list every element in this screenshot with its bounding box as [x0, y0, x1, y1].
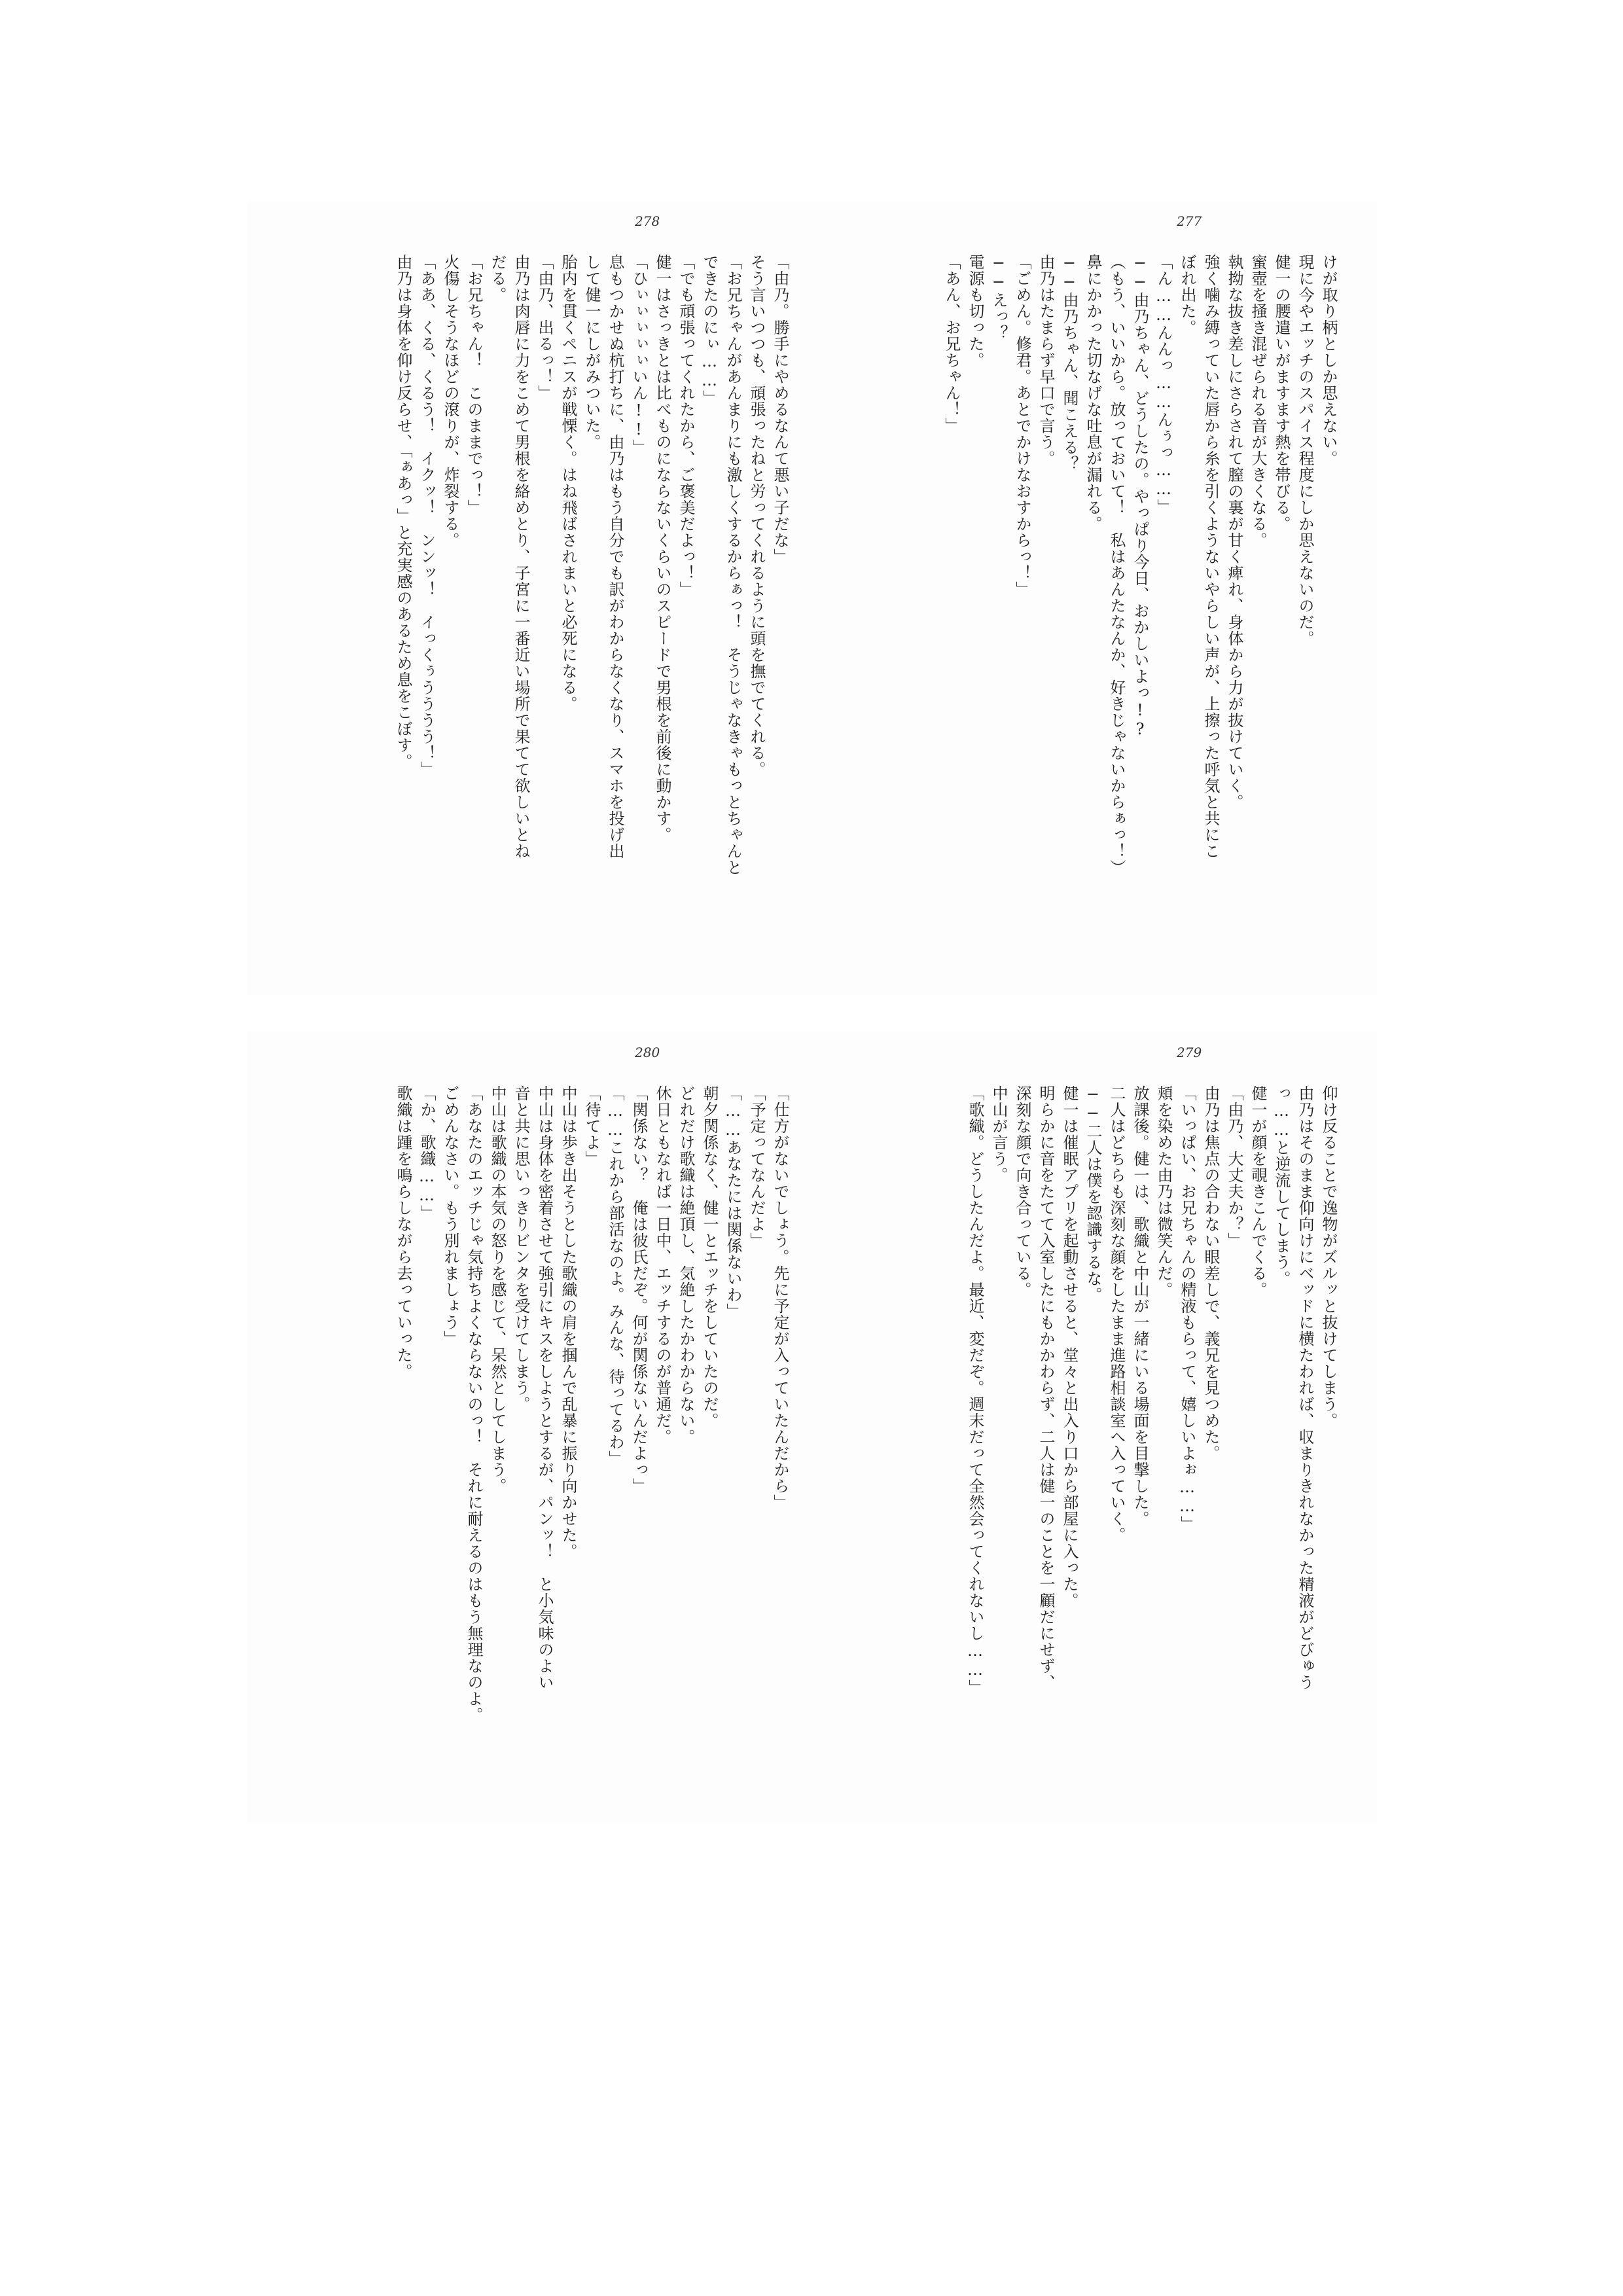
top-spread — [247, 202, 1377, 995]
text-line: 執拗な抜き差しにさらされて膣の裏が甘く痺れ、身体から力が抜けていく。 — [1225, 254, 1243, 810]
page-number: 278 — [635, 213, 660, 229]
text-line: 「あなたのエッチじゃ気持ちよくならないのっ！ それに耐えるのはもう無理なのよ。 — [465, 1085, 483, 1723]
text-line: 電源も切った。 — [966, 254, 984, 368]
text-line: 「あん、お兄ちゃん！」 — [942, 254, 961, 434]
text-line: 火傷しそうなほどの滾りが、炸裂する。 — [441, 254, 459, 548]
text-line: 「由乃。勝手にやめるなんて悪い子だな」 — [771, 254, 789, 565]
text-line: 「仕方がないでしょう。先に予定が入っていたんだから」 — [771, 1085, 789, 1511]
page-277 — [817, 213, 1360, 986]
page-text — [963, 1085, 1340, 1772]
text-line: ──由乃ちゃん、どうしたの。やっぱり今日、おかしいよっ!? — [1131, 254, 1149, 739]
text-line: 健一が顔を覗きこんでくる。 — [1249, 1085, 1267, 1298]
text-line: 健一はさっきとは比べものにならないくらいのスピードで男根を前後に動かす。 — [653, 254, 671, 843]
page-text — [391, 1085, 792, 1772]
text-line: 「ひぃぃぃぃぃいん!!」 — [630, 254, 648, 456]
text-line: 蜜壺を掻き混ぜられる音が大きくなる。 — [1249, 254, 1267, 548]
text-line: 「予定ってなんだよ」 — [747, 1085, 766, 1249]
text-line: 音と共に思いっきりビンタを受けてしまう。 — [512, 1085, 530, 1412]
text-line: 胎内を貫くペニスが戦慄く。はね飛ばされまいと必死になる。 — [559, 254, 577, 712]
text-line: 鼻にかかった切なげな吐息が漏れる。 — [1084, 254, 1102, 532]
text-line: して健一にしがみついた。 — [582, 254, 601, 450]
text-line: 「待てよ」 — [582, 1085, 601, 1167]
text-line: 由乃はたまらず早口で言う。 — [1037, 254, 1055, 467]
text-line: っ……と逆流してしまう。 — [1272, 1085, 1291, 1287]
text-line: 「お兄ちゃんがあんまりにも激しくするからぁっ！ そうじゃなきゃもっとちゃんと — [724, 254, 742, 876]
text-line: （もう、いいから。放っておいて！ 私はあんたなんか、好きじゃないからぁっ！） — [1107, 254, 1126, 876]
page-text — [391, 254, 792, 941]
text-line: 放課後。健一は、歌織と中山が一緒にいる場面を目撃した。 — [1131, 1085, 1149, 1527]
text-line: 「関係ない？ 俺は彼氏だぞ。何が関係ないんだよっ」 — [630, 1085, 648, 1494]
page-number: 279 — [1177, 1045, 1202, 1060]
text-line: 「……あなたには関係ないわ」 — [724, 1085, 742, 1319]
text-line: ──二人は僕を認識するな。 — [1084, 1085, 1102, 1303]
text-line: けが取り柄としか思えない。 — [1319, 254, 1338, 467]
text-line: 明らかに音をたてて入室したにもかかわらず、二人は健一のことを一顧だにせず、 — [1037, 1085, 1055, 1691]
text-line: 「ごめん。修君。あとでかけなおすからっ！」 — [1013, 254, 1031, 598]
text-line: 「由乃、大丈夫か？」 — [1225, 1085, 1243, 1249]
text-line: 「由乃、出るっ！」 — [535, 254, 554, 401]
text-line: 「か、歌織……」 — [418, 1085, 436, 1221]
text-line: 健一は催眠アプリを起動させると、堂々と出入り口から部屋に入った。 — [1060, 1085, 1079, 1609]
text-line: 二人はどちらも深刻な顔をしたまま進路相談室へ入っていく。 — [1107, 1085, 1126, 1543]
bottom-spread — [247, 1031, 1377, 1823]
page-text — [940, 254, 1340, 941]
text-line: 中山は歩き出そうとした歌織の肩を掴んで乱暴に振り向かせた。 — [559, 1085, 577, 1560]
text-line: 朝夕関係なく、健一とエッチをしていたのだ。 — [700, 1085, 719, 1429]
text-line: ──えっ？ — [990, 254, 1008, 341]
text-line: できたのにぃ……」 — [700, 254, 719, 406]
text-line: 健一の腰遣いがますます熱を帯びる。 — [1272, 254, 1291, 532]
text-line: 「いっぱい、お兄ちゃんの精液もらって、嬉しいよぉ……」 — [1178, 1085, 1196, 1532]
text-line: どれだけ歌織は絶頂し、気絶したかわからない。 — [677, 1085, 695, 1445]
text-line: 由乃は肉唇に力をこめて男根を絡めとり、子宮に一番近い場所で果てて欲しいとね — [512, 254, 530, 859]
page-number: 277 — [1177, 213, 1202, 229]
text-line: 「ん……んんっ……んぅっ……」 — [1154, 254, 1173, 515]
text-line: 由乃は焦点の合わない眼差しで、義兄を見つめた。 — [1202, 1085, 1220, 1462]
text-line: ぼれ出た。 — [1178, 254, 1196, 336]
page-280 — [268, 1045, 812, 1817]
text-line: ごめんなさい。もう別れましょう」 — [441, 1085, 459, 1347]
text-line: 強く噛み縛っていた唇から糸を引くようないやらしい声が、上擦った呼気と共にこ — [1202, 254, 1220, 859]
text-line: だる。 — [488, 254, 507, 303]
text-line: ──由乃ちゃん、聞こえる？ — [1060, 254, 1079, 472]
text-line: 中山は歌織の本気の怒りを感じて、呆然としてしまう。 — [488, 1085, 507, 1494]
text-line: 仰け反ることで逸物がズルッと抜けてしまう。 — [1319, 1085, 1338, 1429]
page-number: 280 — [635, 1045, 660, 1060]
text-line: 「ああ、くる、くるう！ イクッ！ ンンッ！ イっくぅうううう！」 — [418, 254, 436, 778]
text-line: 歌織は踵を鳴らしながら去っていった。 — [394, 1085, 412, 1380]
text-line: 深刻な顔で向き合っている。 — [1013, 1085, 1031, 1298]
text-line: 「歌織。どうしたんだよ。最近、変だぞ。週末だって全然会ってくれないし……」 — [966, 1085, 984, 1696]
page-278 — [268, 213, 812, 986]
text-line: 由乃は身体を仰け反らせ、「ぁあっ」と充実感のあるため息をこぼす。 — [394, 254, 412, 770]
text-line: 頬を染めた由乃は微笑んだ。 — [1154, 1085, 1173, 1298]
text-line: 「でも頑張ってくれたから、ご褒美だよっ！」 — [677, 254, 695, 598]
text-line: 「お兄ちゃん！ このままでっ！」 — [465, 254, 483, 516]
text-line: 由乃はそのまま仰向けにベッドに横たわれば、収まりきれなかった精液がどびゅう — [1296, 1085, 1314, 1691]
text-line: 息もつかせぬ杭打ちに、由乃はもう自分でも訳がわからなくなり、スマホを投げ出 — [606, 254, 624, 859]
text-line: 休日ともなれば一日中、エッチするのが普通だ。 — [653, 1085, 671, 1445]
text-line: 中山は身体を密着させて強引にキスをしようとするが、パンッ！ と小気味のよい — [535, 1085, 554, 1691]
text-line: そう言いつつも、頑張ったねと労ってくれるように頭を撫でてくれる。 — [747, 254, 766, 778]
page-279 — [817, 1045, 1360, 1817]
text-line: 中山が言う。 — [990, 1085, 1008, 1183]
text-line: 現に今やエッチのスパイス程度にしか思えないのだ。 — [1296, 254, 1314, 647]
text-line: 「……これから部活なのよ。みんな、待ってるわ」 — [606, 1085, 624, 1467]
